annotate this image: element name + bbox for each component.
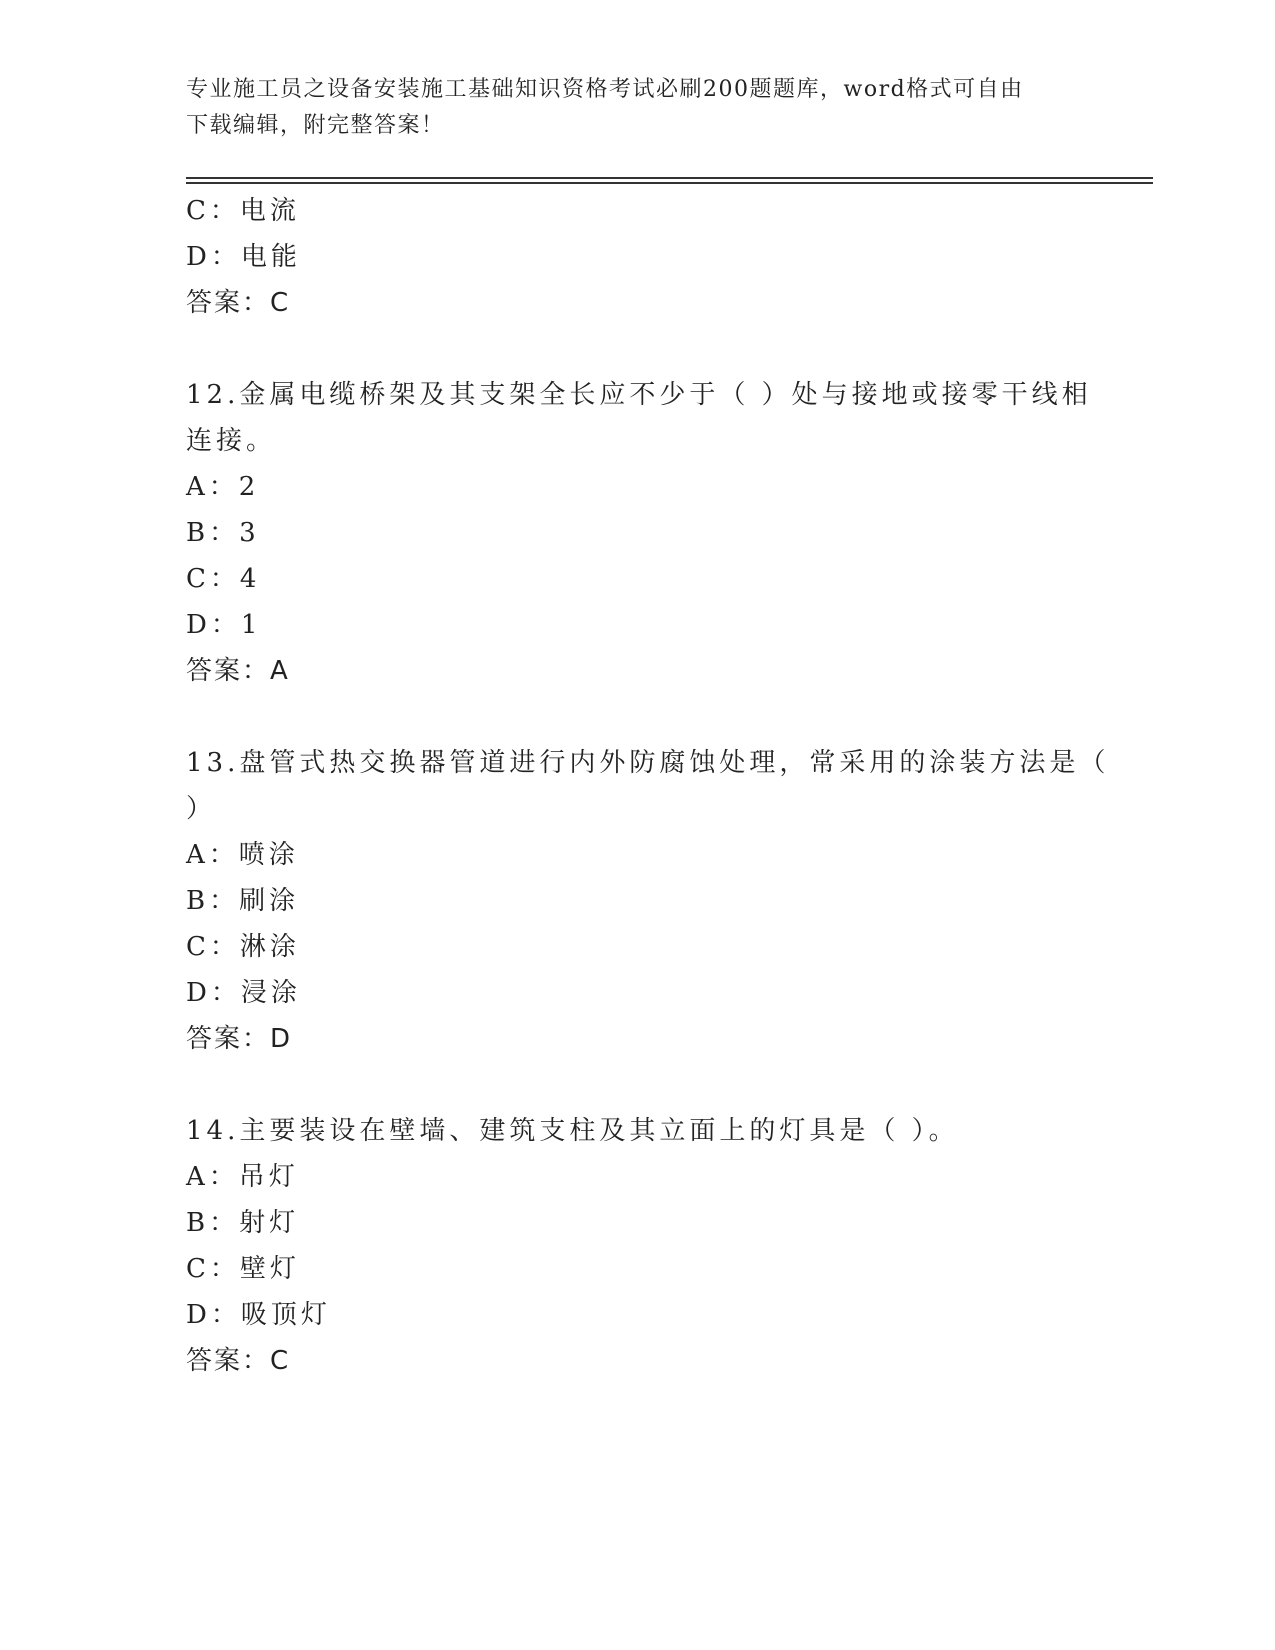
answer-line: 答案：C	[186, 1346, 291, 1376]
option-d: D：浸涂	[186, 978, 301, 1008]
question-11-continued	[186, 188, 1086, 326]
document-header	[186, 72, 1066, 144]
question-stem-continued: ）	[186, 794, 217, 824]
option-b: B：3	[186, 518, 260, 548]
option-c: C：壁灯	[186, 1254, 300, 1284]
question-stem: 14.主要装设在壁墙、建筑支柱及其立面上的灯具是（ ）。	[186, 1116, 959, 1146]
header-divider-bottom	[186, 182, 1153, 184]
option-c: C：4	[186, 564, 261, 594]
option-b: B：射灯	[186, 1208, 300, 1238]
option-c: C：电流	[186, 196, 300, 226]
option-a: A：喷涂	[186, 840, 299, 870]
question-13	[186, 740, 1110, 1062]
header-divider-top	[186, 177, 1153, 179]
option-d: D：电能	[186, 242, 301, 272]
option-c: C：淋涂	[186, 932, 300, 962]
question-stem-continued: 连接。	[186, 426, 277, 456]
option-a: A：吊灯	[186, 1162, 299, 1192]
header-line-1: 专业施工员之设备安装施工基础知识资格考试必刷200题题库，word格式可自由	[186, 77, 1024, 102]
header-line-2: 下载编辑，附完整答案！	[186, 113, 445, 138]
spacer	[186, 694, 1086, 740]
option-a: A：2	[186, 472, 260, 502]
answer-line: 答案：D	[186, 1024, 293, 1054]
spacer	[186, 1062, 1086, 1108]
option-d: D：1	[186, 610, 262, 640]
spacer	[186, 326, 1086, 372]
answer-line: 答案：A	[186, 656, 290, 686]
document-body	[186, 188, 1110, 1384]
question-12	[186, 372, 1092, 694]
question-stem: 13.盘管式热交换器管道进行内外防腐蚀处理，常采用的涂装方法是（	[186, 748, 1110, 778]
question-14	[186, 1108, 1086, 1384]
answer-line: 答案：C	[186, 288, 291, 318]
question-stem: 12.金属电缆桥架及其支架全长应不少于（ ）处与接地或接零干线相	[186, 380, 1092, 410]
option-d: D：吸顶灯	[186, 1300, 331, 1330]
option-b: B：刷涂	[186, 886, 300, 916]
